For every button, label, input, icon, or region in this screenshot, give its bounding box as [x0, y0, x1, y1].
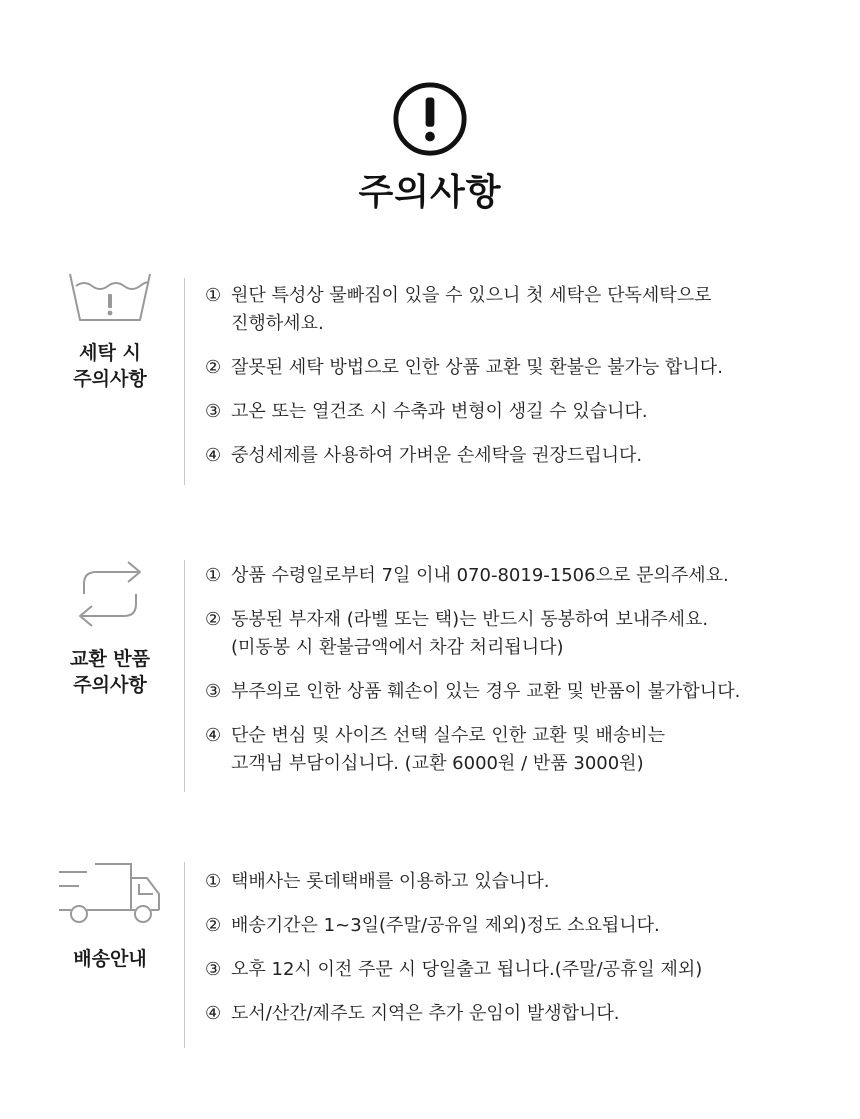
exchange-notice-list [205, 562, 845, 778]
exchange-arrows-icon [68, 556, 152, 632]
delivery-side [40, 858, 180, 972]
list-item [205, 442, 845, 470]
washing-label-line-2: 주의사항 [73, 368, 147, 390]
list-item [205, 398, 845, 426]
list-item [205, 606, 845, 662]
washing-label [40, 340, 180, 392]
exchange-divider [184, 560, 185, 792]
list-item [205, 678, 845, 706]
item-text: 부주의로 인한 상품 훼손이 있는 경우 교환 및 반품이 불가합니다. [231, 681, 741, 702]
list-item [205, 1000, 845, 1028]
exclamation-circle-icon [391, 80, 469, 158]
item-text: 오후 12시 이전 주문 시 당일출고 됩니다.(주말/공휴일 제외) [231, 959, 703, 980]
list-item [205, 868, 845, 896]
list-item [205, 956, 845, 984]
item-text: 원단 특성상 물빠짐이 있을 수 있으니 첫 세탁은 단독세탁으로 [231, 285, 712, 306]
list-item [205, 282, 845, 338]
washing-basin-icon [62, 268, 158, 328]
item-number: ② [205, 609, 222, 630]
item-number: ③ [205, 681, 222, 702]
delivery-label [40, 946, 180, 972]
item-number: ① [205, 871, 222, 892]
item-number: ① [205, 565, 222, 586]
washing-divider [184, 278, 185, 485]
item-text: 잘못된 세탁 방법으로 인한 상품 교환 및 환불은 불가능 합니다. [231, 357, 723, 378]
exchange-label [40, 646, 180, 698]
delivery-notice-list [205, 868, 845, 1028]
washing-label-line-1: 세탁 시 [79, 342, 141, 364]
delivery-truck-icon [55, 858, 165, 928]
item-text: 택배사는 롯데택배를 이용하고 있습니다. [231, 871, 550, 892]
item-number: ① [205, 285, 222, 306]
item-text: (미동봉 시 환불금액에서 차감 처리됩니다) [231, 637, 564, 658]
washing-side [40, 268, 180, 392]
item-number: ② [205, 357, 222, 378]
item-number: ③ [205, 959, 222, 980]
list-item [205, 912, 845, 940]
exchange-label-line-1: 교환 반품 [69, 648, 151, 670]
item-text: 단순 변심 및 사이즈 선택 실수로 인한 교환 및 배송비는 [231, 725, 666, 746]
item-text: 고온 또는 열건조 시 수축과 변형이 생길 수 있습니다. [231, 401, 648, 422]
page-title: 주의사항 [358, 172, 502, 213]
item-text: 배송기간은 1~3일(주말/공유일 제외)정도 소요됩니다. [231, 915, 660, 936]
item-number: ② [205, 915, 222, 936]
item-text: 도서/산간/제주도 지역은 추가 운임이 발생합니다. [231, 1003, 620, 1024]
list-item [205, 562, 845, 590]
list-item [205, 354, 845, 382]
item-text: 진행하세요. [231, 313, 324, 334]
item-text: 고객님 부담이십니다. (교환 6000원 / 반품 3000원) [231, 753, 644, 774]
delivery-divider [184, 862, 185, 1048]
item-text: 동봉된 부자재 (라벨 또는 택)는 반드시 동봉하여 보내주세요. [231, 609, 709, 630]
delivery-label-line-1: 배송안내 [73, 948, 147, 970]
exchange-label-line-2: 주의사항 [73, 674, 147, 696]
item-number: ③ [205, 401, 222, 422]
item-text: 상품 수령일로부터 7일 이내 070-8019-1506으로 문의주세요. [231, 565, 729, 586]
item-number: ④ [205, 1003, 222, 1024]
item-number: ④ [205, 445, 222, 466]
list-item [205, 722, 845, 778]
item-number: ④ [205, 725, 222, 746]
item-text: 중성세제를 사용하여 가벼운 손세탁을 권장드립니다. [231, 445, 643, 466]
washing-notice-list [205, 282, 845, 470]
exchange-side [40, 556, 180, 698]
page-header [0, 80, 860, 215]
